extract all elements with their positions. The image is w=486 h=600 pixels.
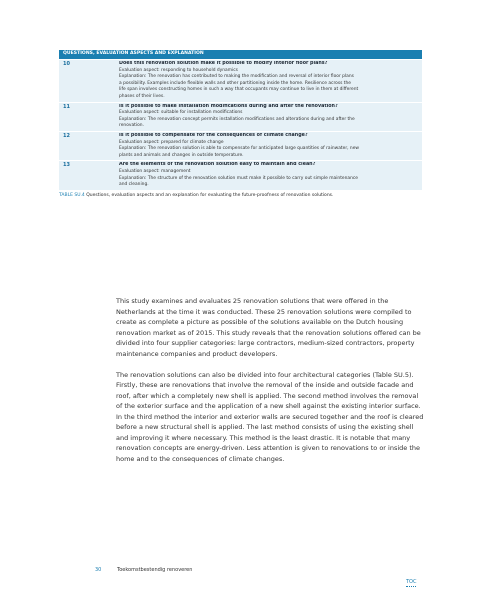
row-number: 13 (63, 162, 70, 169)
row-line: phases of their lives. (119, 93, 165, 99)
table-row (59, 131, 422, 160)
toc-link[interactable]: TOC (406, 579, 417, 585)
row-question: Is it possible to compensate for the consequences of climate change? (119, 132, 308, 138)
row-line: Explanation: The renovation concept permits installation modifications and alterations during and after the (119, 116, 355, 122)
table-header: QUESTIONS, EVALUATION ASPECTS AND EXPLANATION (59, 50, 422, 59)
running-title: Toekomstbestendig renoveren (117, 567, 193, 573)
row-line: Explanation: The renovation solution is able to compensate for anticipated large quantities of rainwater, new (119, 146, 359, 152)
body-paragraph: This study examines and evaluates 25 renovation solutions that were offered in the Netherlands at the time it was conducted. These 25 renovation solutions were compiled to create as complete a picture as possible of the solutions available on the Dutch housing renovation market as of 2015. This study reveals that the renovation solutions offered can be divided into four supplier categories: large contractors, medium-sized contractors, property maintenance companies and product developers. (116, 297, 421, 358)
row-line: and cleaning. (119, 182, 149, 188)
row-line: renovation. (119, 123, 144, 129)
row-line: Evaluation aspect: responding to household dynamics (119, 67, 238, 73)
row-line: plants and animals and changes in outside temperature. (119, 152, 244, 158)
row-line: Evaluation aspect: prepared for climate change (119, 139, 224, 145)
row-line: Evaluation aspect: suitable for installation modifications (119, 110, 243, 116)
page-number: 30 (95, 567, 102, 573)
row-line: life span involves constructing homes in such a way that occupants may continue to live in them at different (119, 87, 359, 93)
table-row (59, 160, 422, 189)
body-paragraph: The renovation solutions can also be divided into four architectural categories (Table SU.5). Firstly, these are renovations that involve the removal of the inside and outside facade and roof, after which a completely new shell is applied. The second method involves the removal of the exterior surface and the application of a new shell against the existing interior surface. In the third method the interior and exterior walls are secured together and the roof is cleared before a new structural shell is applied. The last method consists of using the existing shell and improving it where necessary. This method is the least drastic. It is notable that many renovation concepts are energy-driven. Less attention is given to renovations to or inside the home and to the consequences of climate changes. (116, 370, 424, 463)
row-line: Explanation: The renovation has contributed to making the modification and reversal of interior floor plans (119, 74, 354, 80)
row-question: Are the elements of the renovation solution easy to maintain and clean? (119, 162, 316, 168)
table-row (59, 59, 422, 102)
row-question: Does this renovation solution make it possible to modify interior floor plans? (119, 61, 328, 66)
evaluation-table (59, 50, 422, 200)
row-line: Explanation: The structure of the renovation solution must make it possible to carry out simple maintenance (119, 175, 358, 181)
table-caption (59, 192, 422, 200)
caption-label: TABLE SU.4 (59, 192, 85, 198)
caption-text: Questions, evaluation aspects and an explanation for evaluating the future-proofness of renovation solutions. (84, 192, 334, 198)
row-number: 11 (63, 103, 70, 110)
table-row (59, 102, 422, 131)
row-number: 12 (63, 132, 70, 139)
row-content (119, 133, 422, 159)
row-line: Evaluation aspect: management (119, 168, 191, 174)
body-text (116, 296, 426, 475)
row-content (119, 162, 422, 188)
row-question: Is it possible to make installation modifications during and after the renovation? (119, 103, 338, 109)
row-number: 10 (63, 61, 70, 67)
row-content (119, 104, 422, 130)
row-line: a possibility. Examples include flexible walls and other partitioning inside the home. Resilience across the (119, 80, 352, 86)
row-content (119, 61, 422, 101)
